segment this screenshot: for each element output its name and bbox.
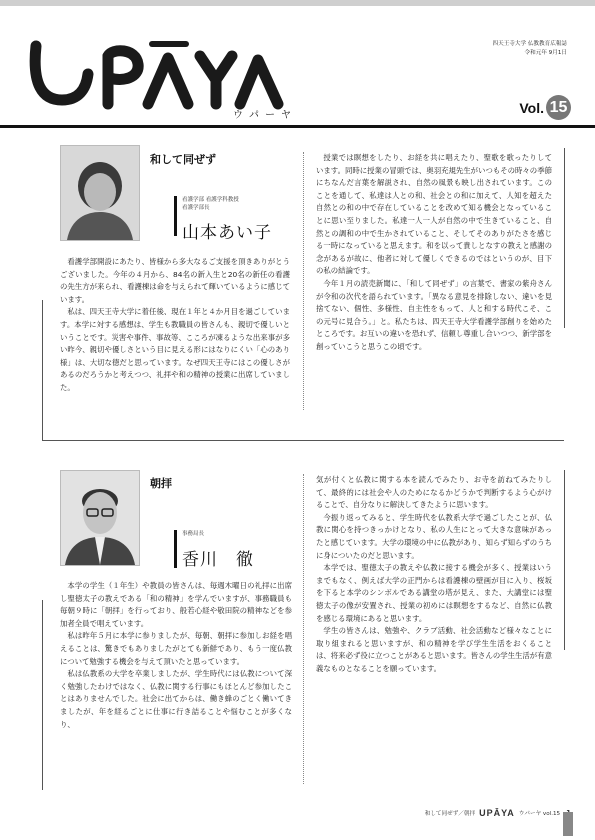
header-rule xyxy=(0,125,595,128)
role-bar xyxy=(174,530,177,568)
page-footer xyxy=(425,808,571,818)
role-bar xyxy=(174,196,177,236)
footer-logo: UPĀYA xyxy=(479,808,515,818)
paragraph: 本学では、聖徳太子の教えや仏教に接する機会が多く、授業はいうまでもなく、例えば大学の正門からは看護棟の壁画が目に入り、桜坂を下ると本学のシンボルである講堂の塔が見え、また、大講堂には聖徳太子の像が安置され、授業の初めには瞑想をするなど、自然に仏教を感じる環境にあると思います。 xyxy=(316,563,552,623)
logo-kana: ウパーヤ xyxy=(233,110,297,121)
author-role xyxy=(182,196,239,212)
paragraph: 本学の学生（１年生）や教員の皆さんは、毎週木曜日の礼拝に出席し聖徳太子の教えである「和の精神」を学んでいますが、事務職員も毎朝９時に「朝拝」を行っており、般若心経や敬田院の精神などを参加者全員で唱えています。 xyxy=(60,581,292,628)
paragraph: 今年１月の読売新聞に、「和して同ぜず」の言葉で、書家の紫舟さんが令和の次代を語られています。「異なる意見を排除しない、違いを見捨てない、個性、多様性、自主性をもって、人と和する時代こそ、この元号に見合う。」と。私たちは、四天王寺大学看護学部創りを始めたところです。お互いの違いを恐れず、信頼し尊重し合いつつ、新学部を創っていこうと思うこの頃です。 xyxy=(316,278,552,351)
author-photo-kagawa xyxy=(60,470,140,566)
paragraph: 気が付くと仏教に関する本を読んでみたり、お寺を訪ねてみたりして、最終的には社会や人のためになるかどうかで判断するよう心がけることで、自分なりに解決してきたように思います。 xyxy=(316,475,552,510)
article-title: 朝拝 xyxy=(150,477,172,490)
upaya-logo xyxy=(28,34,288,114)
vol-number: 15 xyxy=(546,95,571,120)
box-line xyxy=(564,470,565,650)
paragraph: 授業では瞑想をしたり、お経を共に唱えたり、聖歌を歌ったりしています。同時に授業の冒頭では、奥羽充規先生がいつもその時々の季節にちなんだ言葉を解説され、自然の風景も映し出されています。このことを通して、私達は人との和、社会との和に加えて、人知を超えた自然との和の中で存在していることを改めて知る機会となっていることに思い至りました。私達一人一人が自然の中で生きていること、自然との調和の中で生かされていること、そしてそのありがたさを感じる一時になっていると思えます。和を以って貴しとなすの教えと感謝の念があるが故に、他者に対して優しくできるのではというのが、目下の私の結論です。 xyxy=(316,153,552,276)
page-edge-mark xyxy=(563,812,573,836)
paragraph: 私は、四天王寺大学に着任後、現在１年と４か月目を過ごしています。本学に対する感想は、学生も教職員の皆さんも、親切で優しいということです。災害や事件、事故等、こころが凍るような出来事が多い昨今、親切や優しさという目に見える形にはなりにくい「心のあり様」は、大切な徳だと思っています。なぜ四天王寺にはこの優しさがあるのだろうかと考えつつ、礼拝や和の精神の授業に出席していました。 xyxy=(60,307,290,392)
publisher: 四天王寺大学 仏教教育広報誌 xyxy=(492,41,567,47)
paragraph: 看護学部開設にあたり、皆様から多大なるご支援を頂きありがとうございました。今年の４月から、84名の新入生と20名の新任の看護の先生方が来られ、看護棟は命を与えられて輝いているように感じています。 xyxy=(60,257,290,304)
paragraph: 学生の皆さんは、勉強や、クラブ活動、社会活動など様々なことに取り組まれると思いますが、和の精神を学び学生生活をおくることは、将来必ず役に立つことがあると思います。皆さんの学生生活が有意義なものとなることを願っています。 xyxy=(316,626,552,673)
role-line: 看護学部長 xyxy=(182,205,210,211)
issue-date: 令和元年 9月1日 xyxy=(524,50,567,56)
author-name: 香川 徹 xyxy=(182,550,254,570)
article-column-left xyxy=(60,580,292,731)
article-column-right xyxy=(316,474,552,676)
paragraph: 私は仏教系の大学を卒業しましたが、学生時代には仏教について深く勉強したわけではなく、仏教に関する行事にもほとんど参加したことはありませんでした。社会に出てからは、働き蜂のごとく働いてきましたが、年を経るごとに仕事に行き詰ることや悩むことが多くなり、 xyxy=(60,669,292,729)
paragraph: 今振り返ってみると、学生時代を仏教系大学で過ごしたことが、仏教に関心を持つきっかけとなり、私の人生にとって大きな意味があったと感じています。大学の環境の中に仏教があり、知らず知らずのうちに身についたのだと思います。 xyxy=(316,512,552,560)
article-title: 和して同ぜず xyxy=(150,153,216,166)
vol-label: Vol. xyxy=(519,99,544,116)
box-line xyxy=(42,300,43,440)
footer-titles: 和して同ぜず／朝拝 xyxy=(424,811,476,817)
article-column-right xyxy=(316,152,552,354)
box-line xyxy=(564,148,565,328)
publication-info xyxy=(493,40,568,58)
box-line xyxy=(42,600,43,790)
box-line xyxy=(42,440,564,441)
role-line: 看護学部 看護学科教授 xyxy=(182,197,239,203)
author-photo-yamamoto xyxy=(60,145,140,241)
paragraph: 私は昨年５月に本学に参りましたが、毎朝、朝拝に参加しお経を唱えることは、驚きでもありましたがとても新鮮であり、もう一度仏教について勉強する機会を与えて頂いたと思っています。 xyxy=(60,631,292,666)
author-role xyxy=(182,530,204,538)
author-name: 山本あい子 xyxy=(182,223,272,243)
top-border xyxy=(0,0,595,6)
footer-issue: ウパーヤ vol.15 xyxy=(518,811,561,817)
column-divider xyxy=(303,152,304,410)
role-line: 事務局長 xyxy=(182,531,205,537)
volume-badge xyxy=(519,95,571,120)
column-divider xyxy=(303,474,304,784)
article-column-left xyxy=(60,256,290,395)
